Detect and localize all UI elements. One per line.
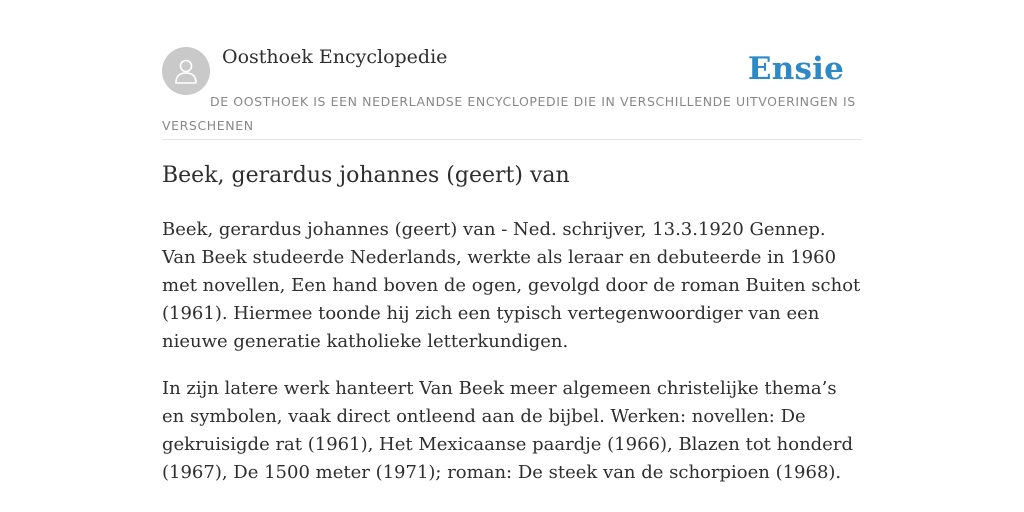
site-subtitle: DE OOSTHOEK IS EEN NEDERLANDSE ENCYCLOPEDIE DIE IN VERSCHILLENDE UITVOERINGEN IS VERSCHENEN [162,94,856,133]
article-paragraph: Beek, gerardus johannes (geert) van - Ned. schrijver, 13.3.1920 Gennep. Van Beek studeerde Nederlands, werkte als leraar en debuteerde in 1960 met novellen, Een hand boven de ogen, gevolgd door de roman Buiten schot (1961). Hiermee toonde hij zich een typisch vertegenwoordiger van een nieuwe generatie katholieke letterkundigen. [162,219,861,352]
divider [162,139,862,140]
avatar[interactable] [162,47,210,95]
brand-logo[interactable]: Ensie [747,51,844,87]
user-icon [171,56,201,86]
header [162,40,862,140]
site-title[interactable]: Oosthoek Encyclopedie [222,46,448,68]
page-title: Beek, gerardus johannes (geert) van [162,163,570,188]
article-paragraph: In zijn latere werk hanteert Van Beek meer algemeen christelijke thema’s en symbolen, vaak direct ontleend aan de bijbel. Werken: novellen: De gekruisigde rat (1961), Het Mexicaanse paardje (1966), Blazen tot honderd (1967), De 1500 meter (1971); roman: De steek van de schorpioen (1968). [162,378,853,483]
article-body [162,216,862,506]
